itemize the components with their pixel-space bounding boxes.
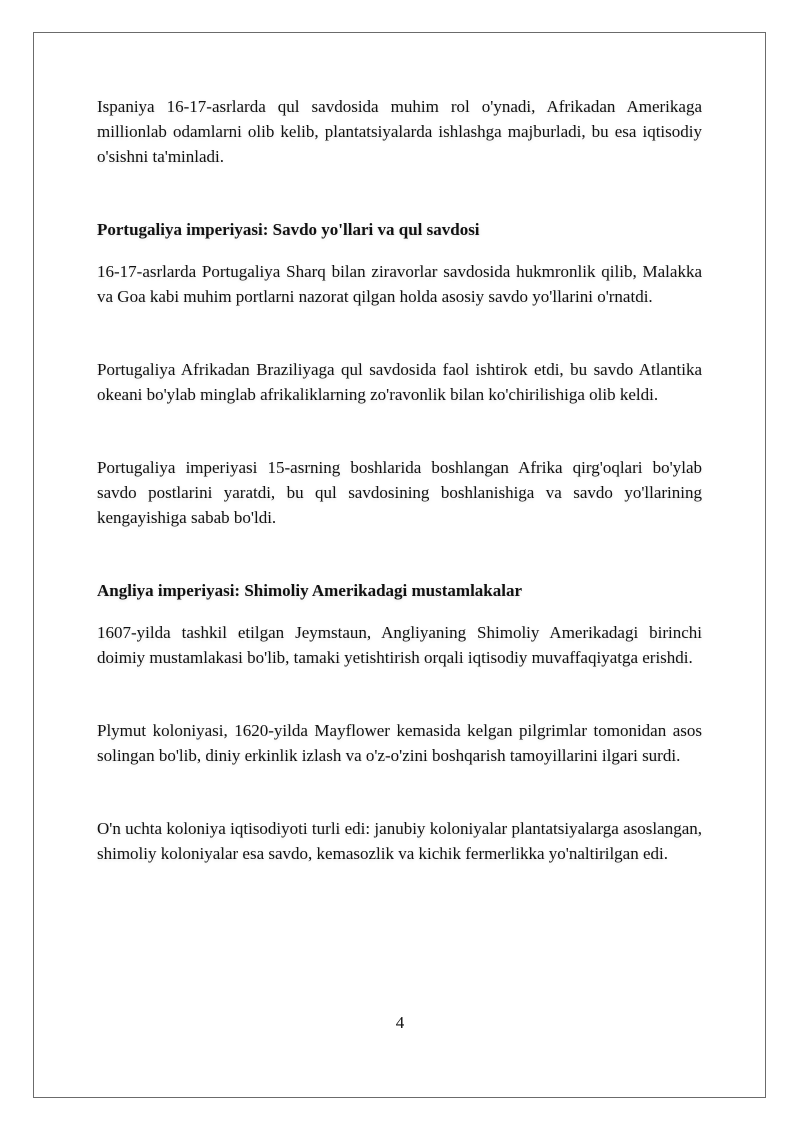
paragraph-portugal-brazil: Portugaliya Afrikadan Braziliyaga qul savdosida faol ishtirok etdi, bu savdo Atlantika okeani bo'ylab minglab afrikaliklarning zo'ravonlik bilan ko'chirilishiga olib keldi. <box>97 360 702 404</box>
paragraph-plymouth: Plymut koloniyasi, 1620-yilda Mayflower kemasida kelgan pilgrimlar tomonidan asos solingan bo'lib, diniy erkinlik izlash va o'z-o'zini boshqarish tamoyillarini ilgari surdi. <box>97 721 702 765</box>
paragraph-portugal-spice-trade: 16-17-asrlarda Portugaliya Sharq bilan ziravorlar savdosida hukmronlik qilib, Malakka va Goa kabi muhim portlarni nazorat qilgan holda asosiy savdo yo'llarini o'rnatdi. <box>97 262 702 306</box>
heading-portugal-empire: Portugaliya imperiyasi: Savdo yo'llari va qul savdosi <box>97 220 480 239</box>
paragraph-spain-slave-trade: Ispaniya 16-17-asrlarda qul savdosida muhim rol o'ynadi, Afrikadan Amerikaga millionlab odamlarni olib kelib, plantatsiyalarda ishlashga majburladi, bu esa iqtisodiy o'sishni ta'minladi. <box>97 97 702 166</box>
paragraph-thirteen-colonies: O'n uchta koloniya iqtisodiyoti turli edi: janubiy koloniyalar plantatsiyalarga asoslangan, shimoliy koloniyalar esa savdo, kemasozlik va kichik fermerlikka yo'naltirilgan edi. <box>97 819 702 863</box>
heading-england-empire: Angliya imperiyasi: Shimoliy Amerikadagi mustamlakalar <box>97 581 523 600</box>
paragraph-jamestown: 1607-yilda tashkil etilgan Jeymstaun, Angliyaning Shimoliy Amerikadagi birinchi doimiy mustamlakasi bo'lib, tamaki yetishtirish orqali iqtisodiy muvaffaqiyatga erishdi. <box>97 623 702 667</box>
document-body <box>97 94 702 866</box>
paragraph-portugal-trade-posts: Portugaliya imperiyasi 15-asrning boshlarida boshlangan Afrika qirg'oqlari bo'ylab savdo postlarini yaratdi, bu qul savdosining boshlanishiga va savdo yo'llarining kengayishiga sabab bo'ldi. <box>97 458 702 527</box>
page-number: 4 <box>395 1013 405 1032</box>
